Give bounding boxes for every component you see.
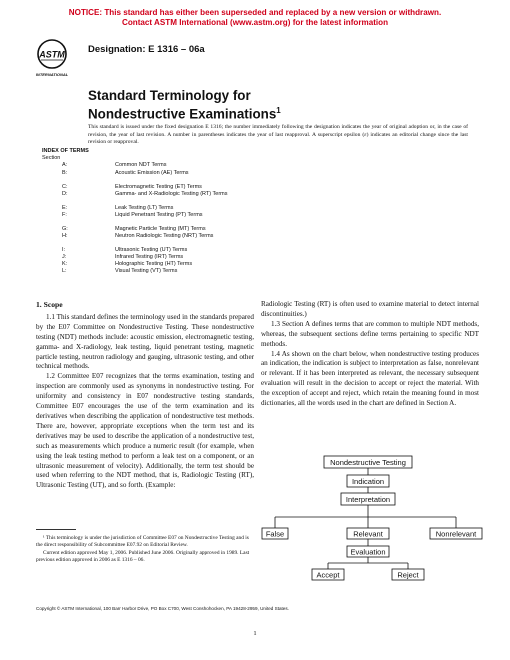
- index-entry-value: Common NDT Terms: [115, 162, 167, 168]
- logo-caption: INTERNATIONAL: [35, 72, 69, 77]
- terminology-flowchart: [258, 455, 488, 565]
- issuance-note: This standard is issued under the fixed designation E 1316; the number immediately following the designation indicates the year of original adoption or, in the case of revision, the year of last revision. A number in parentheses indicates the year of last reapproval. A superscript epsilon (ε) indicates an editorial change since the last revision or reapproval.: [88, 124, 468, 145]
- index-entry-key: G:: [62, 226, 68, 232]
- left-column: [36, 300, 254, 491]
- para-1-2-continued: Radiologic Testing (RT) is often used to examine material to detect internal discontinuities.): [261, 300, 479, 318]
- document-title: [88, 88, 281, 121]
- footnote-1: ¹ This terminology is under the jurisdiction of Committee E07 on Nondestructive Testing and is the direct responsibility of Subcommittee E07.92 on Editorial Review.: [36, 535, 249, 548]
- flow-indication-label: Indication: [351, 477, 385, 486]
- index-entry-key: I:: [62, 247, 66, 253]
- index-entry-key: H:: [62, 233, 68, 239]
- index-entry-key: B:: [62, 170, 68, 176]
- index-entry-value: Magnetic Particle Testing (MT) Terms: [115, 226, 206, 232]
- flow-nonrelevant-label: Nonrelevant: [435, 529, 477, 539]
- index-entry-key: D:: [62, 191, 68, 197]
- index-entry-key: L:: [62, 268, 67, 274]
- title-footnote-mark: 1: [276, 106, 281, 115]
- index-entry-value: Acoustic Emission (AE) Terms: [115, 170, 189, 176]
- flow-relevant-label: Relevant: [353, 529, 383, 539]
- index-entry-key: A:: [62, 162, 68, 168]
- footnote-rule: [36, 529, 76, 530]
- index-entry-key: E:: [62, 205, 68, 211]
- index-entry-key: C:: [62, 184, 68, 190]
- index-entry-value: Infrared Testing (IRT) Terms: [115, 254, 184, 260]
- flow-top-label: Nondestructive Testing: [330, 458, 406, 467]
- title-line-2: Nondestructive Examinations: [88, 106, 277, 122]
- title-line-1: Standard Terminology for: [88, 88, 251, 103]
- index-heading: [42, 148, 89, 161]
- para-1-4: 1.4 As shown on the chart below, when nondestructive testing produces an indication, the indication is subject to interpretation as false, nonrelevant or relevant. If it has been interpreted as relevant, the necessary subsequent evaluation will result in the decision to accept or reject the material. With the exception of accept and reject, which retain the meaning found in most dictionaries, all the words used in the chart are defined in Section A.: [261, 349, 479, 408]
- copyright-line: Copyright © ASTM International, 100 Barr Harbor Drive, PO Box C700, West Conshohocken, PA 19428-2959, United States.: [36, 606, 289, 611]
- scope-heading: 1. Scope: [36, 300, 63, 309]
- page-number: 1: [253, 630, 257, 637]
- index-entry-value: Holographic Testing (HT) Terms: [115, 261, 193, 267]
- flow-reject-label: Reject: [397, 570, 419, 580]
- flow-interpretation-label: Interpretation: [345, 495, 391, 504]
- index-entry-value: Electromagnetic Testing (ET) Terms: [115, 184, 202, 190]
- footnote-2: Current edition approved May 1, 2006. Published June 2006. Originally approved in 1989. Last previous edition approved in 2006 as E 1316 – 06.: [36, 550, 250, 563]
- index-title: INDEX OF TERMS: [42, 148, 89, 154]
- flow-evaluation-label: Evaluation: [350, 547, 386, 557]
- notice-line-1: NOTICE: This standard has either been superseded and replaced by a new version or withdrawn.: [68, 8, 442, 17]
- para-1-1: 1.1 This standard defines the terminology used in the standards prepared by the E07 Committee on Nondestructive Testing. These nondestructive testing (NDT) methods include: acoustic emission, electromagnetic testing, gamma- and X-radiology, leak testing, liquid penetrant testing, magnetic particle testing, neutron radiology and gauging, ultrasonic testing, and other technical methods.: [36, 312, 254, 371]
- index-entry-key: F:: [62, 212, 67, 218]
- flowchart-decision: [258, 557, 488, 585]
- index-entry-value: Visual Testing (VT) Terms: [115, 268, 178, 274]
- index-entry-value: Leak Testing (LT) Terms: [115, 205, 174, 211]
- notice-line-2: Contact ASTM International (www.astm.org) for the latest information: [121, 18, 389, 27]
- index-entry-key: J:: [62, 254, 67, 260]
- para-1-3: 1.3 Section A defines terms that are common to multiple NDT methods, whereas, the subsequent sections define terms pertaining to specific NDT methods.: [261, 319, 479, 348]
- index-section-label: Section: [42, 154, 61, 161]
- svg-text:ASTM: ASTM: [39, 49, 65, 60]
- astm-logo-icon: [34, 38, 70, 78]
- designation: Designation: E 1316 – 06a: [88, 44, 205, 55]
- para-1-2: 1.2 Committee E07 recognizes that the terms examination, testing and inspection are commonly used as synonyms in nondestructive testing. For uniformity and consistency in E07 nondestructive testing standards, Committee E07 encourages the use of the term examination and its derivatives when describing the application of nondestructive test methods. There are, however, appropriate exceptions when the term test and its derivatives may be used to describe the application of a nondestructive test, such as measurements which produce a numeric result (for example, when using the leak testing method to perform a leak test on a component, or an ultrasonic measurement of velocity). Additionally, the term test should be used when referring to the NDT method, that is, Radiologic Testing (RT), Ultrasonic Testing (UT), and so forth. (Example:: [36, 372, 254, 490]
- footnotes: [36, 535, 254, 565]
- right-column: [261, 300, 479, 409]
- flow-false-label: False: [265, 529, 285, 539]
- flow-accept-label: Accept: [316, 570, 340, 580]
- index-entry-value: Neutron Radiologic Testing (NRT) Terms: [115, 233, 214, 239]
- index-entry-value: Liquid Penetrant Testing (PT) Terms: [115, 212, 203, 218]
- index-entry-key: K:: [62, 261, 68, 267]
- notice-banner: [0, 8, 510, 28]
- index-entry-value: Gamma- and X-Radiologic Testing (RT) Terms: [115, 191, 228, 197]
- index-entry-value: Ultrasonic Testing (UT) Terms: [115, 247, 188, 253]
